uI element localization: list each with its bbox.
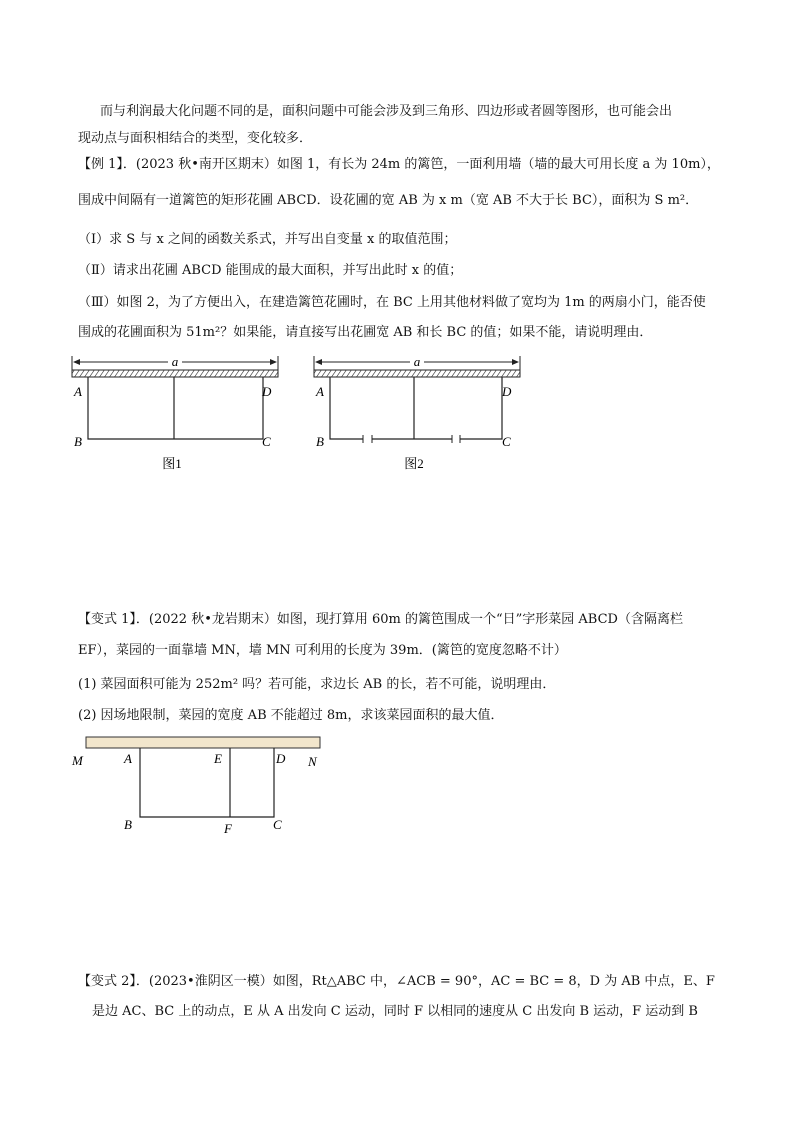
example1-line-1: 【例 1】．(2023 秋•南开区期末）如图 1，有长为 24m 的篱笆，一面利用墙（墙的最大可用长度 a 为 10m）， bbox=[78, 157, 720, 172]
figure-1-caption: 图1 bbox=[162, 456, 182, 471]
variant1-label-F: F bbox=[224, 821, 232, 836]
figure-2-wall bbox=[314, 370, 520, 377]
variant1-label-E: E bbox=[214, 751, 222, 766]
figure-2-label-C: C bbox=[502, 434, 511, 449]
figure-2-arrowhead-right bbox=[512, 359, 519, 365]
variant2-line-2: 是边 AC、BC 上的动点，E 从 A 出发向 C 运动，同时 F 以相同的速度从 C 出发向 B 运动，F 运动到 B bbox=[92, 1004, 698, 1019]
variant1-label-D: D bbox=[276, 751, 286, 766]
variant1-wall-mn bbox=[86, 737, 320, 748]
variant1-label-A: A bbox=[124, 751, 132, 766]
example1-line-2: 围成中间隔有一道篱笆的矩形花圃 ABCD．设花圃的宽 AB 为 x m（宽 AB 不大于长 BC），面积为 S m²． bbox=[78, 193, 699, 208]
example1-question-3-line-1: （Ⅲ）如图 2，为了方便出入，在建造篱笆花圃时，在 BC 上用其他材料做了宽均为 1m 的两扇小门，能否使 bbox=[78, 295, 706, 310]
example1-question-2: （Ⅱ）请求出花圃 ABCD 能围成的最大面积，并写出此时 x 的值； bbox=[78, 263, 463, 278]
intro-line-1: 而与利润最大化问题不同的是，面积问题中可能会涉及到三角形、四边形或者圆等图形，也可能会出 bbox=[100, 104, 673, 119]
figure-1-label-D: D bbox=[262, 384, 272, 399]
example1-question-3-line-2: 围成的花圃面积为 51m²？如果能，请直接写出花圃宽 AB 和长 BC 的值；如果不能，请说明理由． bbox=[78, 325, 653, 340]
figure-2-label-A: A bbox=[316, 384, 324, 399]
figure-2-fence-right bbox=[460, 377, 502, 439]
variant1-line-1: 【变式 1】．(2022 秋•龙岩期末）如图，现打算用 60m 的篱笆围成一个“日”字形菜园 ABCD（含隔离栏 bbox=[78, 612, 683, 627]
variant1-fence bbox=[140, 748, 274, 817]
figure-2-arrowhead-left bbox=[315, 359, 322, 365]
variant1-label-B: B bbox=[124, 817, 132, 832]
figure-1-label-C: C bbox=[262, 434, 271, 449]
intro-line-2: 现动点与面积相结合的类型，变化较多． bbox=[78, 131, 313, 146]
figure-2-fence-left bbox=[330, 377, 363, 439]
figure-1-arrowhead-right bbox=[270, 359, 277, 365]
figure-1-fence bbox=[88, 377, 263, 439]
variant1-label-N: N bbox=[308, 754, 317, 769]
figure-1-label-A: A bbox=[74, 384, 82, 399]
variant2-line-1: 【变式 2】．(2023•淮阴区一模）如图，Rt△ABC 中，∠ACB = 90°，AC = BC = 8，D 为 AB 中点，E、F bbox=[78, 974, 715, 989]
figure-1-label-a: a bbox=[171, 354, 179, 369]
figure-1-diagram bbox=[68, 350, 288, 480]
variant1-label-M: M bbox=[72, 753, 83, 768]
variant1-label-C: C bbox=[273, 817, 282, 832]
figure-2-diagram bbox=[310, 350, 530, 480]
variant1-question-1: (1) 菜园面积可能为 252m² 吗？若可能，求边长 AB 的长，若不可能，说明理由． bbox=[78, 677, 556, 692]
figure-2-caption: 图2 bbox=[404, 456, 424, 471]
figure-2-label-D: D bbox=[502, 384, 512, 399]
variant1-diagram bbox=[68, 730, 328, 840]
example1-question-1: （Ⅰ）求 S 与 x 之间的函数关系式，并写出自变量 x 的取值范围； bbox=[78, 232, 457, 247]
figure-1-wall bbox=[72, 370, 278, 377]
figure-1-label-B: B bbox=[74, 434, 82, 449]
figure-2-label-a: a bbox=[413, 354, 421, 369]
variant1-question-2: (2) 因场地限制，菜园的宽度 AB 不能超过 8m，求该菜园面积的最大值． bbox=[78, 708, 504, 723]
figure-1-arrowhead-left bbox=[73, 359, 80, 365]
variant1-line-2: EF），菜园的一面靠墙 MN，墙 MN 可利用的长度为 39m．(篱笆的宽度忽略不计） bbox=[78, 643, 567, 658]
figure-2-label-B: B bbox=[316, 434, 324, 449]
